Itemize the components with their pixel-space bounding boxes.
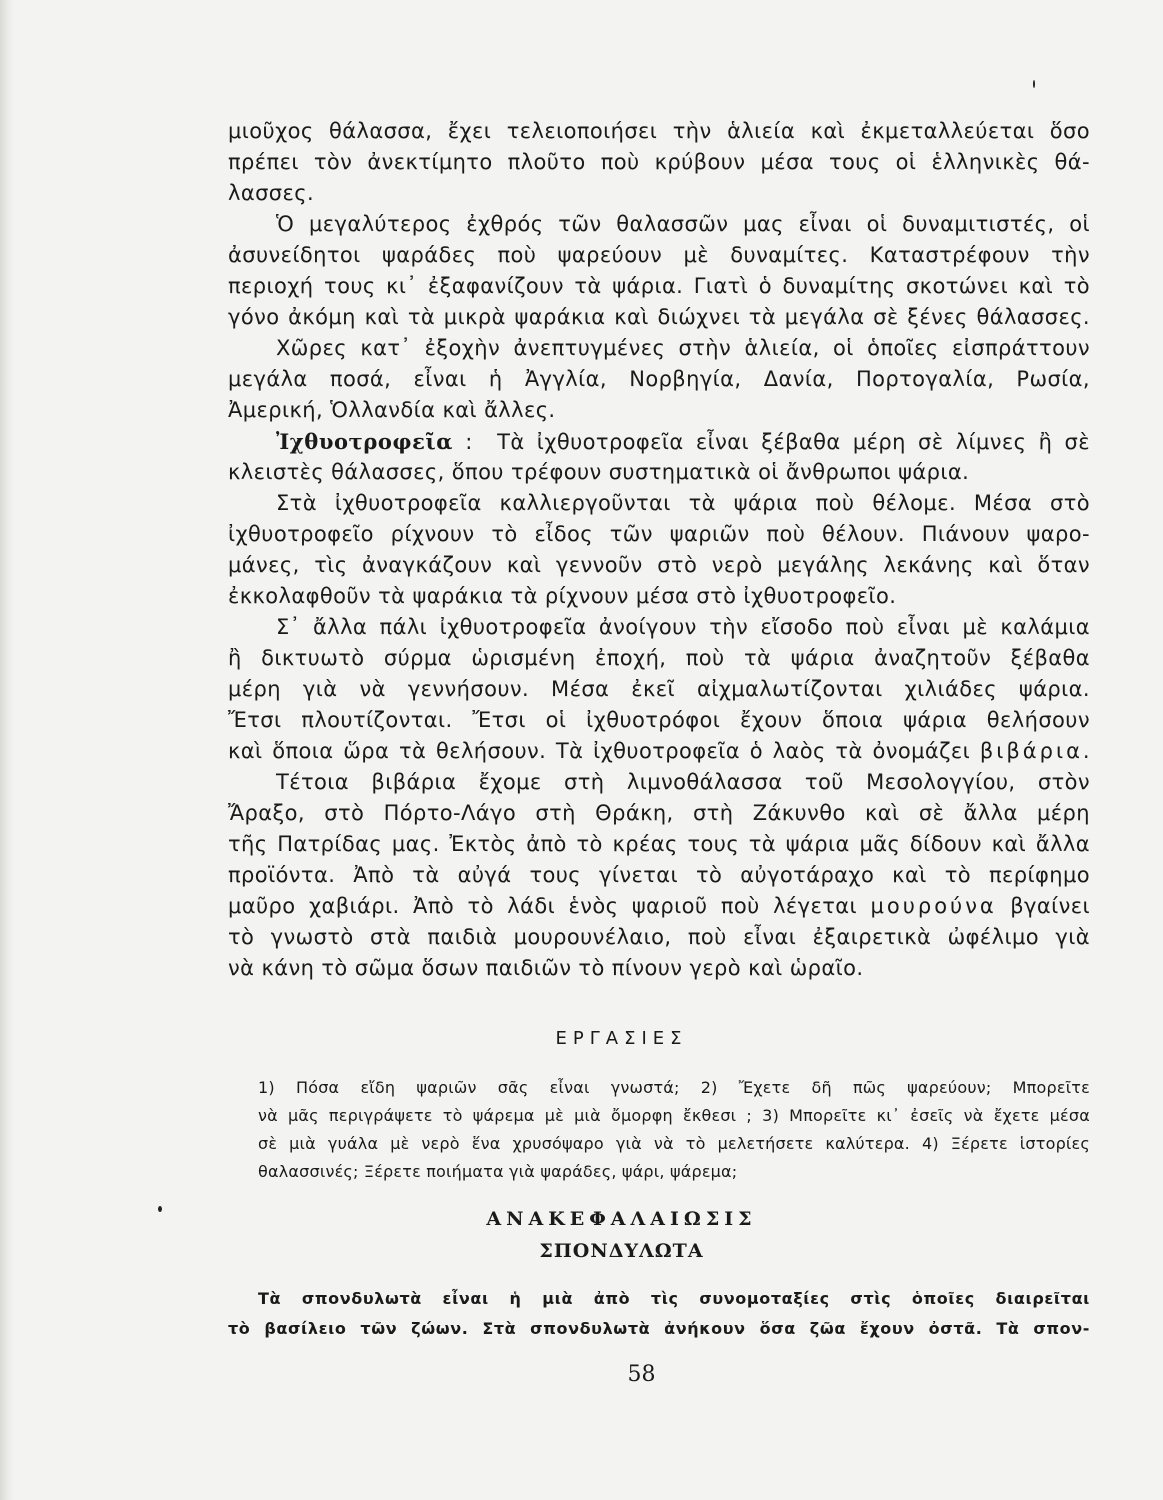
page-edge-shadow	[0, 0, 14, 1500]
text-line: Ἄραξο, στὸ Πόρτο-Λάγο στὴ Θράκη, στὴ Ζάκυνθο καὶ σὲ ἄλλα μέρη	[228, 801, 1090, 825]
term-ichthyotrofeia: Ἰχθυοτροφεῖα	[276, 429, 453, 454]
text-line: ἢ δικτυωτὸ σύρμα ὡρισμένη ἐποχή, ποὺ τὰ ψάρια ἀναζητοῦν ξέβαθα	[228, 646, 1090, 670]
text-line: Ἀμερική, Ὁλλανδία καὶ ἄλλες.	[228, 398, 556, 422]
page-number: 58	[627, 1362, 656, 1387]
text-line: μαῦρο χαβιάρι. Ἀπὸ τὸ λάδι ἑνὸς ψαριοῦ ποὺ λέγεται μουρούνα βγαίνει	[228, 894, 1091, 918]
text-line: ἐκκολαφθοῦν τὰ ψαράκια τὰ ρίχνουν μέσα στὸ ἰχθυοτροφεῖο.	[228, 584, 897, 608]
text-line: μάνες, τὶς ἀναγκάζουν καὶ γεννοῦν στὸ νερὸ μεγάλης λεκάνης καὶ ὅταν	[228, 553, 1090, 577]
exercise-line: νὰ μᾶς περιγράψετε τὸ ψάρεμα μὲ μιὰ ὄμορφη ἔκθεσι ; 3) Μπορεῖτε κι᾽ ἐσεῖς νὰ ἔχετε μέσα	[258, 1106, 1090, 1125]
term-mourouna: μουρούνα	[870, 894, 997, 918]
ink-speck	[1033, 80, 1035, 88]
text-line: μέρη γιὰ νὰ γεννήσουν. Μέσα ἐκεῖ αἰχμαλωτίζονται χιλιάδες ψάρια.	[228, 677, 1090, 701]
exercise-line: 1) Πόσα εἴδη ψαριῶν σᾶς εἶναι γνωστά; 2) Ἔχετε δῆ πῶς ψαρεύουν; Μπορεῖτε	[258, 1078, 1090, 1097]
exercise-line: σὲ μιὰ γυάλα μὲ νερὸ ἕνα χρυσόψαρο γιὰ νὰ τὸ μελετήσετε καλύτερα. 4) Ξέρετε ἱστορίες	[258, 1134, 1090, 1153]
text-line: περιοχή τους κι᾽ ἐξαφανίζουν τὰ ψάρια. Γιατὶ ὁ δυναμίτης σκοτώνει καὶ τὸ	[228, 274, 1090, 298]
exercises-heading: ΕΡΓΑΣΙΕΣ	[555, 1028, 688, 1049]
text-line: κλειστὲς θάλασσες, ὅπου τρέφουν συστηματικὰ οἱ ἄνθρωποι ψάρια.	[228, 460, 970, 484]
summary-subheading: ΣΠΟΝΔΥΛΩΤΑ	[539, 1240, 704, 1262]
text-line: ἀσυνείδητοι ψαράδες ποὺ ψαρεύουν μὲ δυναμίτες. Καταστρέφουν τὴν	[228, 243, 1090, 267]
exercises-block	[258, 1074, 1090, 1186]
text-line: λασσες.	[228, 181, 315, 205]
summary-heading: ΑΝΑΚΕΦΑΛΑΙΩΣΙΣ	[486, 1208, 757, 1230]
text-line: καὶ ὅποια ὥρα τὰ θελήσουν. Τὰ ἰχθυοτροφεῖα ὁ λαὸς τὰ ὀνομάζει βιβάρια.	[228, 739, 1090, 763]
text-line: μεγάλα ποσά, εἶναι ἡ Ἀγγλία, Νορβηγία, Δανία, Πορτογαλία, Ρωσία,	[228, 367, 1090, 391]
text-line: τῆς Πατρίδας μας. Ἐκτὸς ἀπὸ τὸ κρέας τους τὰ ψάρια μᾶς δίδουν καὶ ἄλλα	[228, 832, 1090, 856]
text-line: Σ᾽ ἄλλα πάλι ἰχθυοτροφεῖα ἀνοίγουν τὴν εἴσοδο ποὺ εἶναι μὲ καλάμια	[276, 615, 1090, 639]
text-line: Στὰ ἰχθυοτροφεῖα καλλιεργοῦνται τὰ ψάρια ποὺ θέλομε. Μέσα στὸ	[276, 491, 1090, 515]
term-vivaria: βιβάρια	[979, 739, 1083, 763]
text-line: προϊόντα. Ἀπὸ τὰ αὐγά τους γίνεται τὸ αὐγοτάραχο καὶ τὸ περίφημο	[228, 863, 1090, 887]
main-text	[228, 116, 1090, 984]
text-line: τὸ γνωστὸ στὰ παιδιὰ μουρουνέλαιο, ποὺ εἶναι ἐξαιρετικὰ ὠφέλιμο γιὰ	[228, 925, 1090, 949]
text-line: νὰ κάνη τὸ σῶμα ὅσων παιδιῶν τὸ πίνουν γερὸ καὶ ὡραῖο.	[228, 956, 864, 980]
exercise-line: θαλασσινές; Ξέρετε ποιήματα γιὰ ψαράδες, ψάρι, ψάρεμα;	[258, 1162, 738, 1181]
text-line: Ὁ μεγαλύτερος ἐχθρός τῶν θαλασσῶν μας εἶναι οἱ δυναμιτιστές, οἱ	[276, 212, 1090, 236]
summary-line: Τὰ σπονδυλωτὰ εἶναι ἡ μιὰ ἀπὸ τὶς συνομοταξίες στὶς ὁποῖες διαιρεῖται	[258, 1289, 1090, 1308]
text-line: Τέτοια βιβάρια ἔχομε στὴ λιμνοθάλασσα τοῦ Μεσολογγίου, στὸν	[276, 770, 1090, 794]
text-line: γόνο ἀκόμη καὶ τὰ μικρὰ ψαράκια καὶ διώχνει τὰ μεγάλα σὲ ξένες θάλασσες.	[228, 305, 1090, 329]
text-line: Χῶρες κατ᾽ ἐξοχὴν ἀνεπτυγμένες στὴν ἁλιεία, οἱ ὁποῖες εἰσπράττουν	[276, 336, 1090, 360]
text-line: μιοῦχος θάλασσα, ἔχει τελειοποιήσει τὴν ἁλιεία καὶ ἐκμεταλλεύεται ὅσο	[228, 119, 1090, 143]
text-line: Ἰχθυοτροφεῖα : Τὰ ἰχθυοτροφεῖα εἶναι ξέβαθα μέρη σὲ λίμνες ἢ σὲ	[276, 429, 1090, 454]
text-line: Ἔτσι πλουτίζονται. Ἔτσι οἱ ἰχθυοτρόφοι ἔχουν ὅποια ψάρια θελήσουν	[228, 708, 1090, 732]
text-line: πρέπει τὸν ἀνεκτίμητο πλοῦτο ποὺ κρύβουν μέσα τους οἱ ἑλληνικὲς θά-	[228, 150, 1090, 174]
summary-line: τὸ βασίλειο τῶν ζώων. Στὰ σπονδυλωτὰ ἀνήκουν ὅσα ζῶα ἔχουν ὀστᾶ. Τὰ σπον-	[228, 1319, 1090, 1338]
summary-block	[228, 1284, 1090, 1344]
text-line: ἰχθυοτροφεῖο ρίχνουν τὸ εἶδος τῶν ψαριῶν ποὺ θέλουν. Πιάνουν ψαρο-	[228, 522, 1090, 546]
